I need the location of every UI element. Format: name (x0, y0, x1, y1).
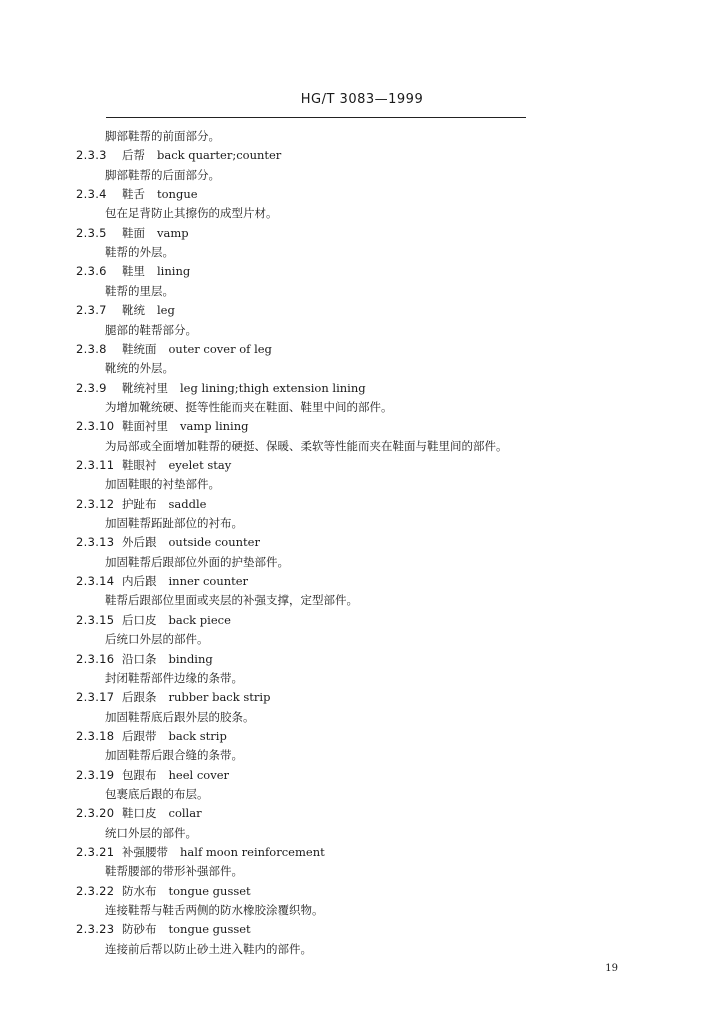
term-chinese: 鞋眼衬 (122, 458, 157, 472)
term-line (76, 302, 175, 318)
term-line (76, 534, 260, 550)
term-english: heel cover (168, 767, 230, 782)
term-line (76, 728, 227, 744)
term-english: half moon reinforcement (180, 845, 325, 859)
term-definition: 为增加靴统硬、挺等性能而夹在鞋面、鞋里中间的部件。 (105, 399, 393, 414)
term-definition: 加固鞋帮底后跟外层的胶条。 (105, 709, 255, 724)
term-number: 2.3.10 (76, 419, 115, 434)
term-chinese: 后口皮 (122, 612, 157, 627)
term-line (76, 689, 270, 705)
term-definition: 加固鞋帮后跟合缝的条带。 (105, 748, 243, 763)
term-english: back quarter;counter (157, 148, 282, 163)
term-definition: 鞋帮的里层。 (105, 283, 174, 298)
term-english: outside counter (168, 535, 260, 550)
term-line (76, 380, 366, 396)
term-number: 2.3.18 (76, 728, 115, 743)
term-chinese: 鞋舌 (122, 187, 145, 202)
intro-definition: 脚部鞋帮的前面部分。 (105, 129, 220, 143)
term-number: 2.3.7 (76, 303, 107, 318)
term-line (76, 496, 206, 512)
term-definition: 统口外层的部件。 (105, 825, 197, 840)
term-number: 2.3.21 (76, 845, 115, 859)
term-line (76, 147, 281, 163)
term-definition: 连接鞋帮与鞋舌两侧的防水橡胶涂覆织物。 (105, 903, 324, 917)
term-chinese: 鞋面衬里 (122, 419, 168, 434)
term-chinese: 沿口条 (122, 651, 157, 666)
term-chinese: 防砂布 (122, 922, 157, 937)
term-chinese: 内后跟 (122, 574, 157, 589)
term-english: outer cover of leg (168, 341, 272, 356)
term-chinese: 防水布 (122, 883, 157, 898)
term-definition: 连接前后帮以防止砂土进入鞋内的部件。 (105, 941, 312, 956)
term-english: tongue (157, 187, 198, 202)
term-number: 2.3.6 (76, 264, 107, 279)
term-line (76, 921, 251, 937)
term-number: 2.3.16 (76, 651, 115, 666)
term-chinese: 外后跟 (122, 535, 157, 550)
term-line (76, 225, 189, 241)
term-chinese: 鞋里 (122, 264, 145, 279)
term-line (76, 573, 248, 589)
term-number: 2.3.15 (76, 612, 115, 627)
term-definition: 加固鞋眼的衬垫部件。 (105, 477, 220, 492)
term-english: vamp lining (180, 419, 249, 434)
term-chinese: 后跟条 (122, 690, 157, 705)
term-chinese: 鞋统面 (122, 341, 157, 356)
term-chinese: 鞋口皮 (122, 806, 157, 821)
term-chinese: 包跟布 (122, 767, 157, 782)
term-number: 2.3.5 (76, 225, 107, 240)
term-number: 2.3.23 (76, 922, 115, 937)
term-english: tongue gusset (168, 922, 251, 937)
term-chinese: 鞋面 (122, 225, 145, 240)
term-number: 2.3.20 (76, 806, 115, 821)
term-english: saddle (168, 496, 207, 511)
term-number: 2.3.9 (76, 380, 107, 395)
term-english: leg lining;thigh extension lining (180, 380, 366, 395)
term-line (76, 418, 248, 434)
page-number: 19 (605, 963, 618, 974)
term-number: 2.3.14 (76, 574, 115, 589)
term-line (76, 651, 213, 667)
term-line (76, 457, 231, 473)
term-definition: 加固鞋帮跖趾部位的衬布。 (105, 516, 243, 530)
term-english: vamp (157, 225, 189, 240)
term-chinese: 护趾布 (122, 496, 157, 511)
term-english: lining (157, 264, 191, 279)
term-english: back piece (168, 612, 231, 627)
term-line (76, 263, 190, 279)
term-definition: 鞋帮腰部的带形补强部件。 (105, 864, 243, 879)
term-definition: 包在足背防止其擦伤的成型片材。 (105, 206, 278, 221)
term-line (76, 805, 202, 821)
term-line (76, 341, 272, 357)
term-english: inner counter (168, 574, 249, 589)
term-english: eyelet stay (168, 458, 232, 472)
term-number: 2.3.19 (76, 767, 115, 782)
term-definition: 腿部的鞋帮部分。 (105, 322, 197, 337)
term-definition: 封闭鞋帮部件边缘的条带。 (105, 670, 243, 685)
term-definition: 鞋帮后跟部位里面或夹层的补强支撑，定型部件。 (105, 593, 358, 608)
standard-code: HG/T 3083—1999 (300, 92, 424, 107)
term-line (76, 612, 231, 628)
term-number: 2.3.8 (76, 341, 107, 356)
term-number: 2.3.11 (76, 458, 115, 472)
term-english: tongue gusset (168, 883, 251, 898)
page-header (0, 92, 724, 107)
term-chinese: 后帮 (122, 148, 145, 163)
term-number: 2.3.22 (76, 883, 115, 898)
term-definition: 脚部鞋帮的后面部分。 (105, 167, 220, 182)
term-definition: 鞋帮的外层。 (105, 245, 174, 260)
term-definition: 包裹底后跟的布层。 (105, 786, 209, 801)
term-english: binding (168, 651, 213, 666)
term-line (76, 767, 229, 783)
term-chinese: 靴统衬里 (122, 380, 168, 395)
term-definition: 加固鞋帮后跟部位外面的护垫部件。 (105, 554, 289, 569)
term-line (76, 844, 325, 860)
term-line (76, 883, 251, 899)
term-definition: 靴统的外层。 (105, 361, 174, 376)
term-definition: 为局部或全面增加鞋帮的硬挺、保暖、柔软等性能而夹在鞋面与鞋里间的部件。 (105, 438, 508, 453)
term-number: 2.3.3 (76, 148, 107, 163)
term-number: 2.3.17 (76, 690, 115, 705)
term-english: leg (157, 303, 175, 318)
term-number: 2.3.13 (76, 535, 115, 550)
term-chinese: 补强腰带 (122, 845, 168, 859)
term-english: back strip (168, 728, 227, 743)
term-number: 2.3.4 (76, 187, 107, 202)
term-english: collar (168, 806, 202, 821)
term-definition: 后统口外层的部件。 (105, 632, 209, 647)
term-chinese: 靴统 (122, 303, 145, 318)
term-english: rubber back strip (168, 690, 271, 705)
header-rule (106, 117, 526, 118)
term-number: 2.3.12 (76, 496, 115, 511)
term-line (76, 186, 198, 202)
term-chinese: 后跟带 (122, 728, 157, 743)
